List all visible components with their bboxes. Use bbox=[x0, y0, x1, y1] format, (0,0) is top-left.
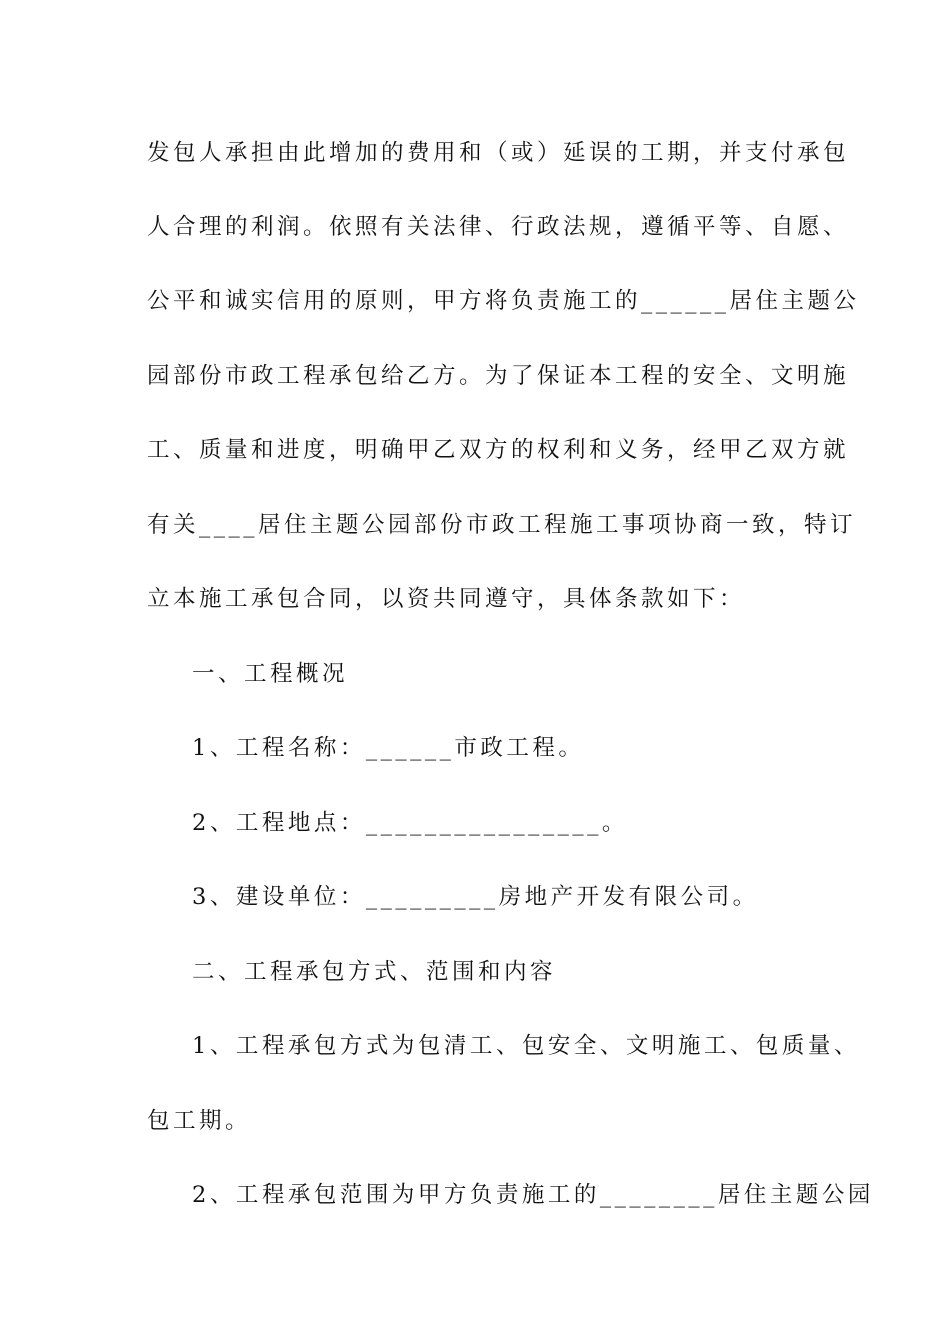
body-text-line: 工、质量和进度，明确甲乙双方的权利和义务，经甲乙双方就 bbox=[147, 437, 850, 463]
body-text-line: 立本施工承包合同，以资共同遵守，具体条款如下： bbox=[147, 586, 746, 612]
body-text-line: 包工期。 bbox=[147, 1108, 252, 1134]
body-text-line: 园部份市政工程承包给乙方。为了保证本工程的安全、文明施 bbox=[147, 363, 850, 389]
body-text-line: 发包人承担由此增加的费用和（或）延误的工期，并支付承包 bbox=[147, 140, 850, 166]
list-item: 3、建设单位：_________房地产开发有限公司。 bbox=[192, 884, 759, 910]
list-item: 2、工程地点：________________。 bbox=[192, 810, 628, 836]
list-item: 1、工程名称：______市政工程。 bbox=[192, 735, 585, 761]
list-item: 1、工程承包方式为包清工、包安全、文明施工、包质量、 bbox=[192, 1033, 860, 1059]
body-text-line: 有关____居住主题公园部份市政工程施工事项协商一致，特订 bbox=[147, 512, 857, 538]
section-heading: 二、工程承包方式、范围和内容 bbox=[192, 959, 557, 985]
list-item: 2、工程承包范围为甲方负责施工的________居住主题公园 bbox=[192, 1182, 874, 1208]
body-text-line: 公平和诚实信用的原则，甲方将负责施工的______居住主题公 bbox=[147, 288, 860, 314]
section-heading: 一、工程概况 bbox=[192, 661, 349, 687]
body-text-line: 人合理的利润。依照有关法律、行政法规，遵循平等、自愿、 bbox=[147, 214, 850, 240]
